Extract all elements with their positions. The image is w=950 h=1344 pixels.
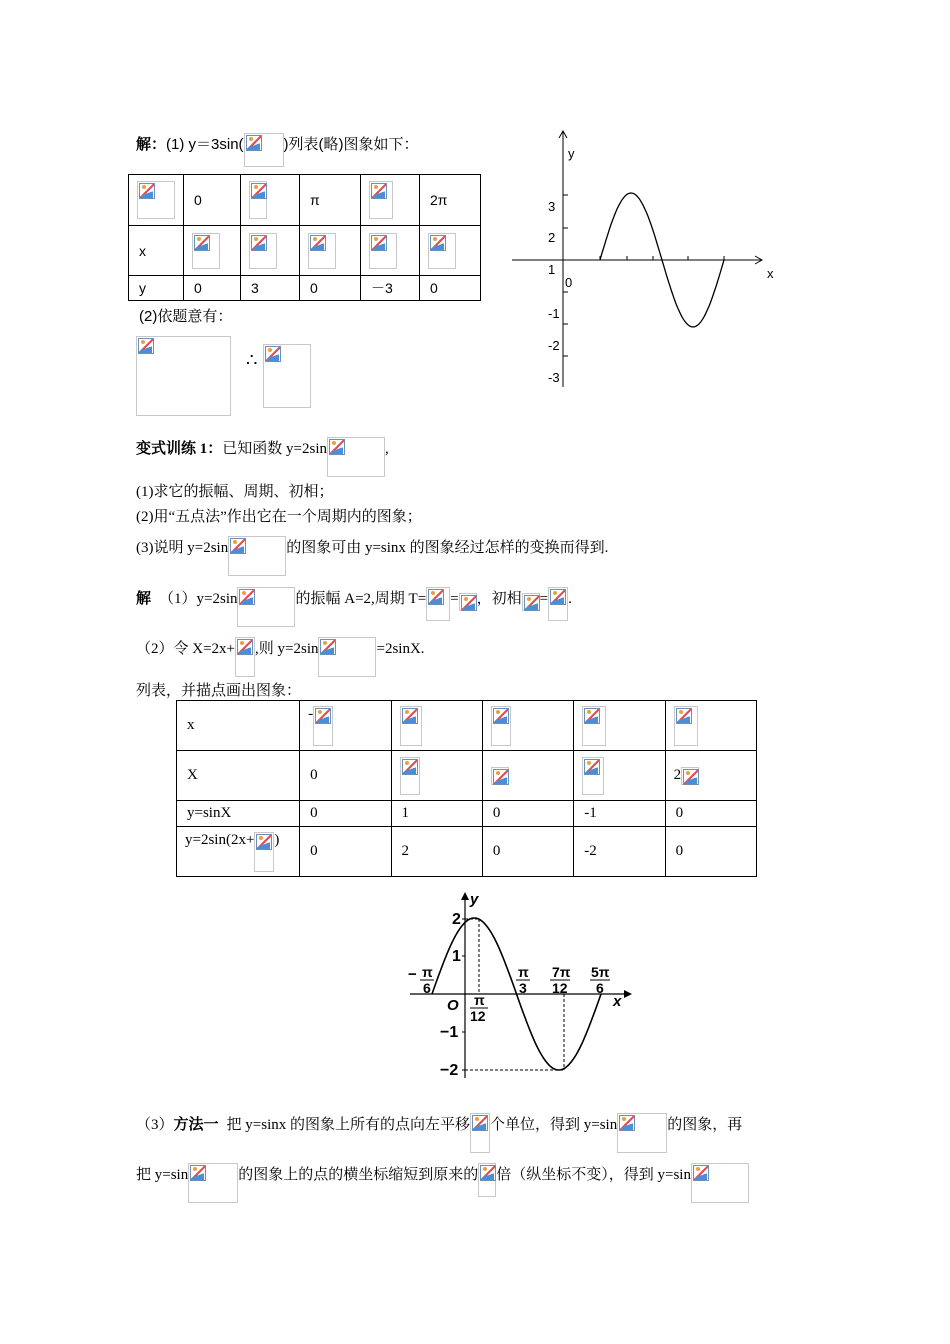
values-table-2: x - X 0 2 y=sinX 0 1 0 -1 0 y=2sin(2x+ ) 0 2 0 -2 0: [176, 700, 757, 877]
table-cell: 0: [184, 175, 241, 226]
formula-image: [426, 587, 450, 621]
y-axis-label: y: [470, 891, 479, 908]
formula-image: [228, 536, 286, 576]
y-tick-label: 3: [548, 199, 556, 214]
table-cell: 0: [300, 827, 391, 877]
table-cell: X: [177, 751, 300, 801]
solution-2-line-1: 解 （1）y=2sin 的振幅 A=2,周期 T= = ，初相 = .: [136, 587, 572, 627]
formula-image: [400, 757, 420, 795]
formula-image: [313, 706, 333, 746]
question-2: (2)用“五点法”作出它在一个周期内的图象；: [136, 509, 422, 525]
formula-image: [249, 233, 277, 269]
formula-image: [459, 593, 477, 611]
fraction-den: 3: [519, 980, 527, 996]
y-tick-label: −1: [440, 1024, 459, 1041]
formula-image: [470, 1113, 490, 1153]
formula-image: [582, 757, 604, 795]
formula-image: [263, 344, 311, 408]
formula-image: [327, 437, 385, 477]
y-tick-label: 1: [548, 262, 556, 277]
exercise-intro: 变式训练 1：已知函数 y=2sin ,: [136, 437, 389, 477]
y-tick-label: 1: [452, 948, 461, 965]
sine-graph-2: [400, 888, 640, 1086]
neg-sign: −: [408, 966, 417, 983]
formula-image: [369, 181, 393, 219]
solution-3-line-1: （3）方法一 把 y=sinx 的图象上所有的点向左平移 个单位，得到 y=sin 的图象，再: [136, 1113, 742, 1153]
table-cell: －3: [361, 276, 420, 301]
table-cell: 0: [665, 801, 756, 827]
fraction-num: π: [474, 992, 485, 1008]
table-cell: 0: [300, 276, 361, 301]
formula-image: [691, 1163, 749, 1203]
question-3: (3)说明 y=2sin 的图象可由 y=sinx 的图象经过怎样的变换而得到.: [136, 536, 608, 576]
table-cell: 3: [241, 276, 300, 301]
question-1: (1)求它的振幅、周期、初相；: [136, 484, 334, 500]
origin-label: O: [447, 997, 459, 1014]
table-cell: π: [300, 175, 361, 226]
table-cell: 0: [665, 827, 756, 877]
table-cell: 1: [391, 801, 482, 827]
table-cell: y=sinX: [177, 801, 300, 827]
solution-2-line-3: 列表，并描点画出图象：: [136, 683, 302, 699]
x-axis-label: x: [613, 993, 622, 1010]
part-2-label: (2)依题意有：: [139, 308, 233, 325]
sine-graph-1: [500, 125, 790, 395]
formula-image: [428, 233, 456, 269]
formula-image: [136, 336, 231, 416]
formula-image: [548, 587, 568, 621]
formula-image: [617, 1113, 667, 1153]
table-cell: 2: [391, 827, 482, 877]
solution-label: 解: [136, 591, 152, 607]
y-tick-label: -2: [548, 338, 560, 353]
formula-image: [491, 706, 511, 746]
formula-image: [491, 767, 509, 785]
formula-image: [244, 133, 284, 167]
formula-image: [369, 233, 397, 269]
formula-image: [400, 706, 422, 746]
formula-image: [308, 233, 336, 269]
formula-image: [582, 706, 606, 746]
table-cell: 0: [482, 801, 573, 827]
table-cell: 0: [482, 827, 573, 877]
formula-image: [478, 1163, 496, 1197]
formula-image: [235, 637, 255, 677]
solution-label: 解：: [136, 136, 167, 153]
table-cell: 0: [300, 801, 391, 827]
fraction-num: 7π: [552, 964, 571, 980]
fraction-den: 6: [596, 980, 604, 996]
solution-2-line-2: （2）令 X=2x+ ,则 y=2sin =2sinX.: [136, 637, 425, 677]
formula-image: [674, 706, 698, 746]
exercise-title: 变式训练 1：: [136, 441, 223, 457]
table-cell: x: [129, 226, 184, 276]
formula-image: [318, 637, 376, 677]
fraction-den: 12: [470, 1008, 486, 1024]
y-tick-label: -1: [548, 306, 560, 321]
fraction-den: 12: [552, 980, 568, 996]
formula-image: [237, 587, 295, 627]
fraction-num: π: [518, 964, 529, 980]
table-cell: y: [129, 276, 184, 301]
fraction-den: 6: [423, 980, 431, 996]
y-tick-label: -3: [548, 370, 560, 385]
table-cell: 0: [300, 751, 391, 801]
fraction-num: π: [422, 964, 433, 980]
therefore-symbol: ∴: [246, 350, 258, 370]
formula-image: [188, 1163, 238, 1203]
formula-image: [681, 767, 699, 785]
values-table-1: [128, 174, 481, 301]
solution-3-line-2: 把 y=sin 的图象上的点的横坐标缩短到原来的 倍（纵坐标不变），得到 y=sin: [136, 1163, 749, 1203]
x-axis-label: x: [767, 266, 774, 281]
y-tick-label: 2: [548, 230, 556, 245]
formula-image: [249, 181, 267, 219]
origin-label: 0: [565, 275, 573, 290]
table-cell: x: [177, 701, 300, 751]
y-tick-label: 2: [452, 911, 461, 928]
y-axis-label: y: [568, 146, 575, 161]
table-cell: 2π: [420, 175, 481, 226]
y-tick-label: −2: [440, 1062, 459, 1079]
table-cell: -1: [574, 801, 665, 827]
formula-image: [522, 593, 540, 611]
formula-image: [192, 233, 220, 269]
table-cell: 0: [184, 276, 241, 301]
fraction-num: 5π: [591, 964, 610, 980]
formula-image: [254, 832, 274, 872]
table-cell: 0: [420, 276, 481, 301]
table-cell: -2: [574, 827, 665, 877]
solution-1-line: 解：(1) y＝3sin( )列表(略)图象如下：: [136, 133, 419, 167]
formula-image: [137, 181, 175, 219]
